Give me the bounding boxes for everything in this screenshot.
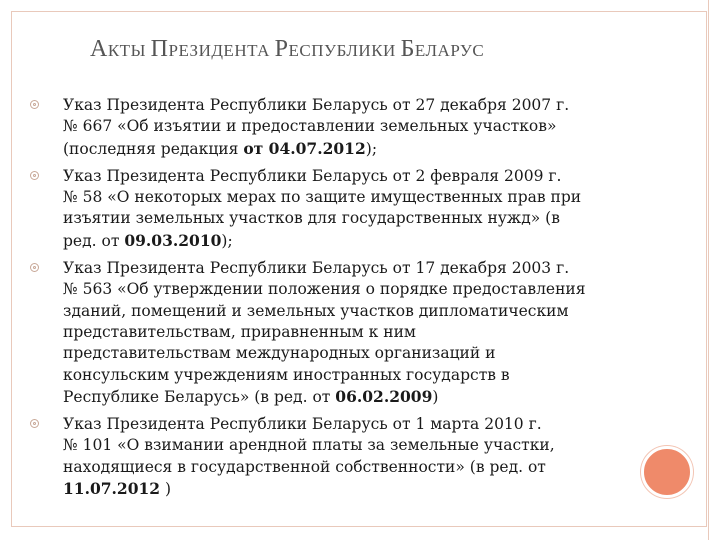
title-text: РЕЗИДЕНТА <box>168 41 275 60</box>
item-tail-text: ред. от <box>63 231 125 250</box>
item-date: 09.03.2010 <box>124 230 222 250</box>
list-item <box>30 166 610 252</box>
item-tail-text: (последняя редакция <box>63 139 244 158</box>
item-date: от 04.07.2012 <box>243 138 366 158</box>
title-initial: А <box>90 36 108 62</box>
item-line: № 101 «О взимании арендной платы за земельные участки, <box>63 436 555 455</box>
title-initial: Б <box>400 36 415 62</box>
title-initial: П <box>150 36 169 62</box>
item-line: представительствам международных организаций и <box>63 344 496 363</box>
bullet-ring-icon <box>30 263 39 272</box>
item-line: изъятии земельных участков для государственных нужд» (в <box>63 209 560 228</box>
bullet-ring-icon <box>30 419 39 428</box>
list-item <box>30 258 610 408</box>
item-line: находящиеся в государственной собственности» (в ред. от <box>63 457 546 476</box>
title-text: КТЫ <box>107 41 151 60</box>
item-line: Указ Президента Республики Беларусь от 2 февраля 2009 г. <box>63 166 562 185</box>
item-line: представительствам, приравненным к ним <box>63 322 416 341</box>
item-line: № 58 «О некоторых мерах по защите имущественных прав при <box>63 188 582 207</box>
item-line: Указ Президента Республики Беларусь от 1 марта 2010 г. <box>63 415 542 434</box>
item-line: зданий, помещений и земельных участков дипломатическим <box>63 301 569 320</box>
title-text: ЕСПУБЛИКИ <box>288 41 401 60</box>
item-line: № 563 «Об утверждении положения о порядке предоставления <box>63 280 586 299</box>
bullet-ring-icon <box>30 171 39 180</box>
item-tail-end: ); <box>365 139 378 158</box>
slide-edge-rule <box>708 0 709 540</box>
title-text: ЕЛАРУС <box>414 41 485 60</box>
bullet-ring-icon <box>30 100 39 109</box>
decree-list <box>30 95 610 506</box>
item-line: № 667 «Об изъятии и предоставлении земельных участков» <box>63 117 557 136</box>
item-tail-text: Республике Беларусь» (в ред. от <box>63 387 336 406</box>
title-initial: Р <box>274 36 289 62</box>
item-tail-end: ) <box>432 387 439 406</box>
item-last-line <box>63 138 610 160</box>
item-tail-end: ) <box>160 480 172 499</box>
item-date: 11.07.2012 <box>63 479 161 499</box>
item-last-line <box>63 478 610 500</box>
slide-title <box>90 36 630 63</box>
item-last-line <box>63 386 610 408</box>
accent-circle <box>641 446 693 498</box>
item-line: консульским учреждениям иностранных государств в <box>63 365 510 384</box>
item-date: 06.02.2009 <box>335 386 433 406</box>
list-item <box>30 95 610 160</box>
item-line: Указ Президента Республики Беларусь от 17 декабря 2003 г. <box>63 259 570 278</box>
item-line: Указ Президента Республики Беларусь от 27 декабря 2007 г. <box>63 96 570 114</box>
item-last-line <box>63 230 610 252</box>
list-item <box>30 414 610 500</box>
item-tail-end: ); <box>221 231 233 250</box>
